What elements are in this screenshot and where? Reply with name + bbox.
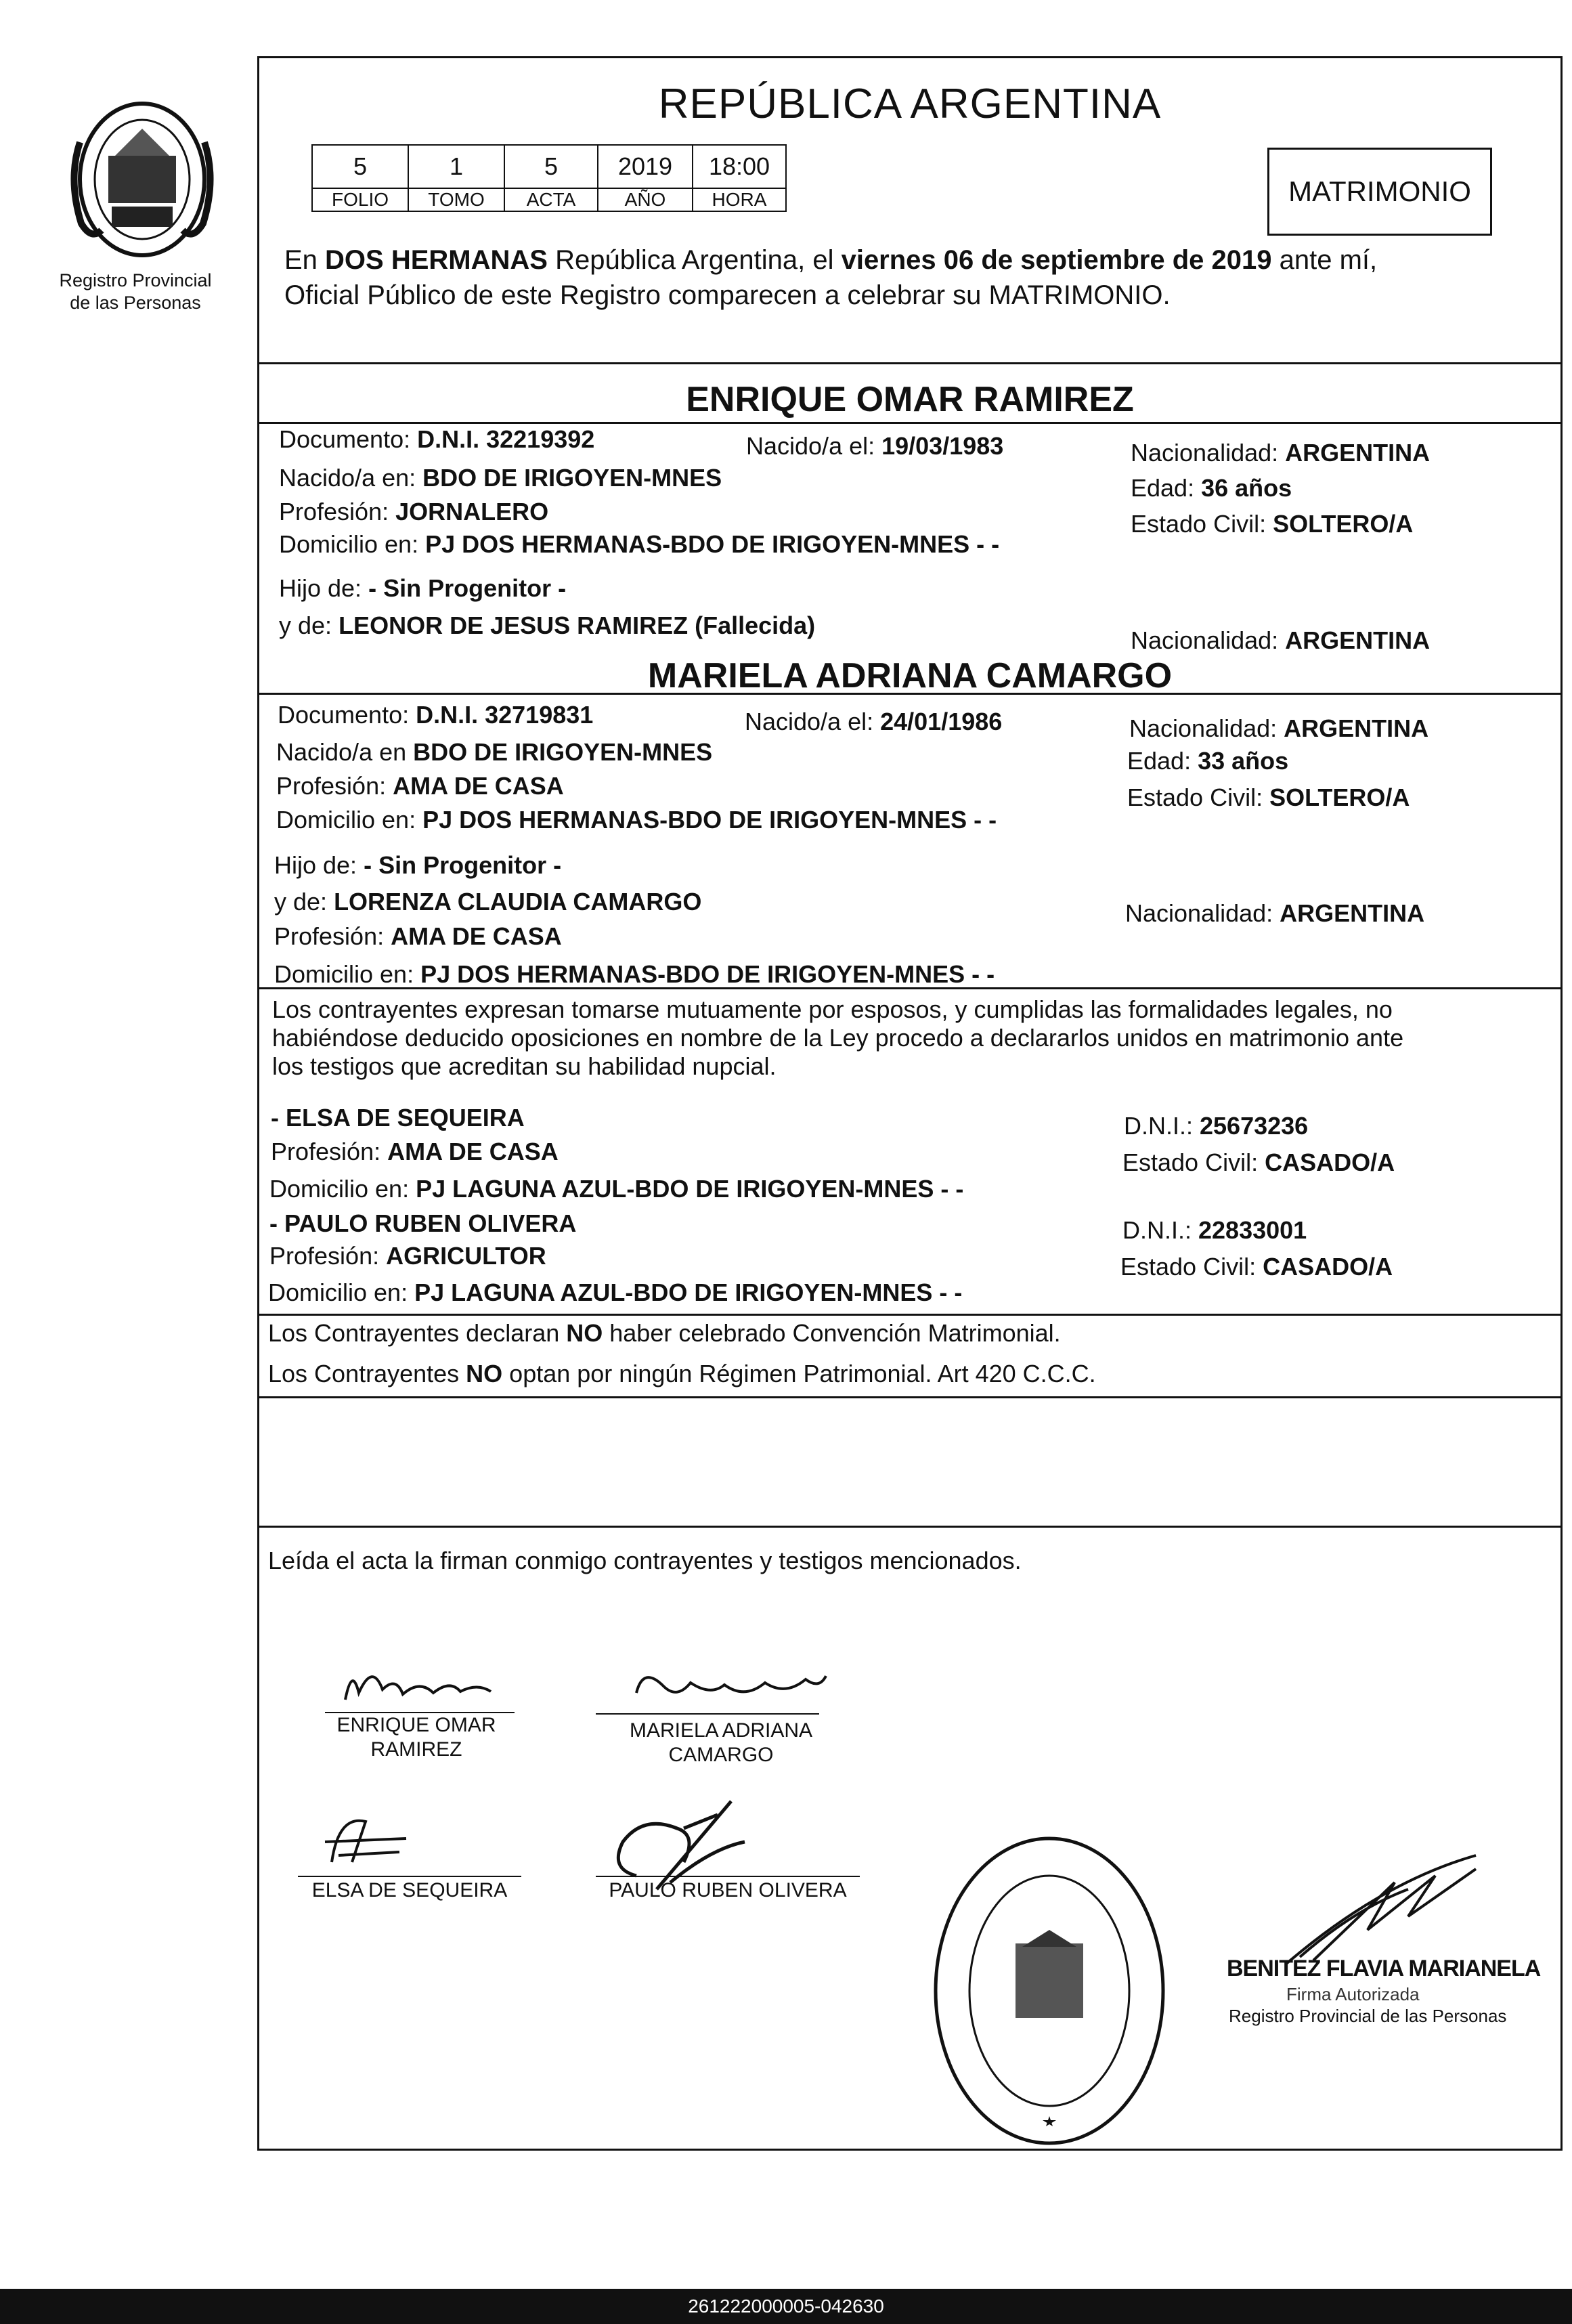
- spouse2-address: Domicilio en: PJ DOS HERMANAS-BDO DE IRIGOYEN-MNES - -: [276, 806, 997, 834]
- spouse2-signature-name: MARIELA ADRIANA CAMARGO: [629, 1719, 813, 1766]
- intro-place: DOS HERMANAS: [325, 245, 548, 275]
- spouse1-mother-nationality: Nacionalidad: ARGENTINA: [1131, 626, 1431, 654]
- spouse2-father: Hijo de: - Sin Progenitor -: [274, 851, 562, 879]
- section-divider: [257, 1526, 1563, 1528]
- tomo-label: TOMO: [408, 188, 504, 211]
- spouse2-age: Edad: 33 años: [1127, 747, 1289, 775]
- spouse1-father: Hijo de: - Sin Progenitor -: [279, 574, 567, 602]
- declaration-paragraph: [272, 995, 1558, 1081]
- witness2-address: Domicilio en: PJ LAGUNA AZUL-BDO DE IRIGOYEN-MNES - -: [268, 1278, 963, 1306]
- closing-statement: Leída el acta la firman conmigo contrayentes y testigos mencionados.: [268, 1547, 1022, 1574]
- convention-statement: Los Contrayentes declaran NO haber celebrado Convención Matrimonial.: [268, 1319, 1061, 1347]
- spouse2-profession: Profesión: AMA DE CASA: [276, 772, 564, 800]
- act-reference-table: [311, 144, 787, 212]
- spouse1-age: Edad: 36 años: [1131, 474, 1292, 502]
- section-divider: [257, 1396, 1563, 1398]
- spouse1-address: Domicilio en: PJ DOS HERMANAS-BDO DE IRIGOYEN-MNES - -: [279, 530, 1000, 558]
- spouse1-signature-name: ENRIQUE OMAR RAMIREZ: [336, 1714, 496, 1761]
- witness2-dni: D.N.I.: 22833001: [1122, 1216, 1307, 1244]
- spouse2-name: MARIELA ADRIANA CAMARGO: [647, 656, 1173, 695]
- act-type-box: [1267, 148, 1492, 236]
- spouse2-birthdate: Nacido/a el: 24/01/1986: [745, 708, 1003, 735]
- signature-line: [596, 1713, 819, 1715]
- witness1-dni: D.N.I.: 25673236: [1124, 1112, 1309, 1140]
- official-role: Firma Autorizada: [1286, 1984, 1420, 2004]
- official-organization: Registro Provincial de las Personas: [1229, 2006, 1507, 2026]
- spouse2-document: Documento: D.N.I. 32719831: [278, 701, 594, 729]
- tomo-value: 1: [408, 145, 504, 188]
- document-code-bar: [0, 2289, 1572, 2324]
- registry-caption: [27, 270, 244, 314]
- intro-line2: Oficial Público de este Registro comparecen a celebrar su MATRIMONIO.: [284, 280, 1171, 310]
- act-type-label: MATRIMONIO: [1288, 175, 1471, 207]
- signature-line: [596, 1876, 860, 1877]
- intro-paragraph: [284, 242, 1557, 313]
- declaration-line: habiéndose deducido oposiciones en nombre de la Ley procedo a declararlos unidos en matrimonio ante: [272, 1024, 1404, 1052]
- witness1-civil-status: Estado Civil: CASADO/A: [1122, 1148, 1395, 1176]
- provincia-de-misiones-seal: [61, 88, 223, 271]
- witness2-profession: Profesión: AGRICULTOR: [269, 1242, 546, 1270]
- witness2-signature-name: PAULO RUBEN OLIVERA: [609, 1879, 847, 1901]
- witness2-name: - PAULO RUBEN OLIVERA: [269, 1209, 577, 1237]
- official-name: BENITEZ FLAVIA MARIANELA: [1227, 1956, 1541, 1981]
- spouse2-mother: y de: LORENZA CLAUDIA CAMARGO: [274, 888, 702, 916]
- acta-value: 5: [504, 145, 598, 188]
- spouse1-document: Documento: D.N.I. 32219392: [279, 425, 595, 453]
- declaration-line: los testigos que acreditan su habilidad nupcial.: [272, 1052, 777, 1080]
- document-code: 261222000005-042630: [688, 2296, 884, 2317]
- country-title: REPÚBLICA ARGENTINA: [658, 81, 1162, 127]
- intro-text: En: [284, 245, 326, 275]
- spouse1-mother: y de: LEONOR DE JESUS RAMIREZ (Fallecida): [279, 611, 816, 639]
- witness1-signature-name: ELSA DE SEQUEIRA: [311, 1879, 508, 1901]
- hour-label: HORA: [693, 188, 786, 211]
- spouse1-birthplace: Nacido/a en: BDO DE IRIGOYEN-MNES: [279, 464, 722, 492]
- section-divider: [257, 1314, 1563, 1316]
- signature-line: [298, 1876, 521, 1877]
- spouse2-mother-nationality: Nacionalidad: ARGENTINA: [1125, 899, 1425, 927]
- spouse1-nationality: Nacionalidad: ARGENTINA: [1131, 439, 1431, 467]
- spouse2-mother-address: Domicilio en: PJ DOS HERMANAS-BDO DE IRIGOYEN-MNES - -: [274, 960, 995, 988]
- intro-date: viernes 06 de septiembre de 2019: [841, 245, 1272, 275]
- registry-caption-line1: Registro Provincial: [59, 270, 212, 290]
- folio-value: 5: [312, 145, 408, 188]
- witness1-signature: [311, 1801, 420, 1876]
- year-label: AÑO: [598, 188, 693, 211]
- year-value: 2019: [598, 145, 693, 188]
- witness1-profession: Profesión: AMA DE CASA: [271, 1138, 559, 1165]
- spouse1-name: ENRIQUE OMAR RAMIREZ: [686, 380, 1134, 419]
- spouse2-civil-status: Estado Civil: SOLTERO/A: [1127, 783, 1410, 811]
- witness2-civil-status: Estado Civil: CASADO/A: [1120, 1253, 1393, 1281]
- spouse2-birthplace: Nacido/a en BDO DE IRIGOYEN-MNES: [276, 738, 713, 766]
- registry-caption-line2: de las Personas: [70, 293, 201, 313]
- intro-text: República Argentina, el: [547, 245, 842, 275]
- witness1-name: - ELSA DE SEQUEIRA: [271, 1104, 525, 1132]
- spouse1-profession: Profesión: JORNALERO: [279, 498, 549, 525]
- declaration-line: Los contrayentes expresan tomarse mutuamente por esposos, y cumplidas las formalidades legales, no: [272, 995, 1393, 1023]
- witness1-address: Domicilio en: PJ LAGUNA AZUL-BDO DE IRIGOYEN-MNES - -: [269, 1175, 964, 1203]
- spouse1-signature: [332, 1652, 528, 1713]
- hour-value: 18:00: [693, 145, 786, 188]
- spouse1-birthdate: Nacido/a el: 19/03/1983: [746, 432, 1004, 460]
- spouse1-civil-status: Estado Civil: SOLTERO/A: [1131, 510, 1414, 538]
- intro-text: ante mí,: [1271, 245, 1378, 275]
- patrimonial-regime-statement: Los Contrayentes NO optan por ningún Régimen Patrimonial. Art 420 C.C.C.: [268, 1360, 1096, 1387]
- acta-label: ACTA: [504, 188, 598, 211]
- spouse2-signature: [623, 1659, 839, 1713]
- folio-label: FOLIO: [312, 188, 408, 211]
- spouse2-mother-profession: Profesión: AMA DE CASA: [274, 922, 562, 950]
- section-divider: [257, 422, 1563, 424]
- section-divider: [257, 362, 1563, 364]
- registry-delegation-stamp: [927, 1828, 1171, 2153]
- spouse2-nationality: Nacionalidad: ARGENTINA: [1129, 714, 1429, 742]
